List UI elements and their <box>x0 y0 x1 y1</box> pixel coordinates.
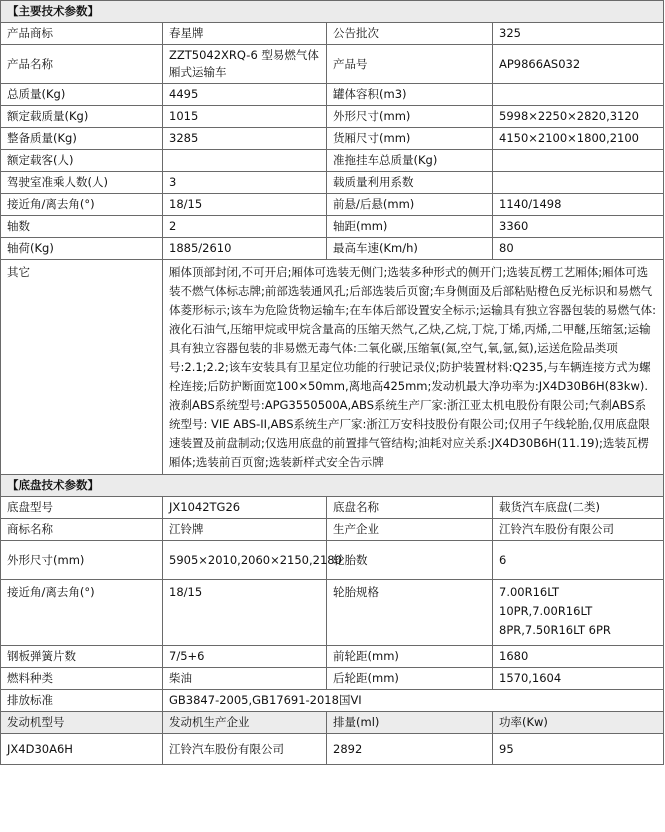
spec-label: 底盘名称 <box>327 497 493 519</box>
spec-value: GB3847-2005,GB17691-2018国VI <box>163 690 664 712</box>
spec-value: 1885/2610 <box>163 238 327 260</box>
spec-label: 产品商标 <box>1 23 163 45</box>
tire-spec-value <box>493 580 664 646</box>
spec-value: 2 <box>163 216 327 238</box>
spec-row <box>1 172 664 194</box>
spec-label: 最高车速(Km/h) <box>327 238 493 260</box>
spec-value <box>493 172 664 194</box>
spec-value <box>493 84 664 106</box>
spec-label: 外形尺寸(mm) <box>327 106 493 128</box>
chassis-row <box>1 541 664 580</box>
spec-value: 5998×2250×2820,3120 <box>493 106 664 128</box>
chassis-section-title: 【底盘技术参数】 <box>1 475 664 497</box>
spec-row <box>1 238 664 260</box>
spec-value: 6 <box>493 541 664 580</box>
spec-label: 总质量(Kg) <box>1 84 163 106</box>
spec-row <box>1 106 664 128</box>
spec-label: 轮胎数 <box>327 541 493 580</box>
spec-label: 轴数 <box>1 216 163 238</box>
spec-label: 公告批次 <box>327 23 493 45</box>
engine-header-cell: 功率(Kw) <box>493 712 664 734</box>
other-row <box>1 260 664 475</box>
engine-cell: 95 <box>493 734 664 765</box>
spec-value: JX1042TG26 <box>163 497 327 519</box>
engine-header-row <box>1 712 664 734</box>
spec-value: 1140/1498 <box>493 194 664 216</box>
spec-value: ZZT5042XRQ-6 型易燃气体厢式运输车 <box>163 45 327 84</box>
chassis-row <box>1 668 664 690</box>
spec-label: 生产企业 <box>327 519 493 541</box>
spec-label: 驾驶室准乘人数(人) <box>1 172 163 194</box>
engine-cell: 2892 <box>327 734 493 765</box>
spec-value: 1570,1604 <box>493 668 664 690</box>
spec-label: 后轮距(mm) <box>327 668 493 690</box>
spec-value: 4495 <box>163 84 327 106</box>
spec-label: 整备质量(Kg) <box>1 128 163 150</box>
spec-label: 货厢尺寸(mm) <box>327 128 493 150</box>
chassis-section-header <box>1 475 664 497</box>
engine-row <box>1 734 664 765</box>
spec-label: 罐体容积(m3) <box>327 84 493 106</box>
tire-row <box>1 580 664 646</box>
chassis-row <box>1 646 664 668</box>
chassis-row <box>1 519 664 541</box>
spec-value: 3285 <box>163 128 327 150</box>
spec-value <box>163 150 327 172</box>
engine-cell: JX4D30A6H <box>1 734 163 765</box>
spec-row <box>1 150 664 172</box>
spec-label: 接近角/离去角(°) <box>1 580 163 646</box>
main-section-title: 【主要技术参数】 <box>1 1 664 23</box>
spec-label: 排放标准 <box>1 690 163 712</box>
spec-row <box>1 45 664 84</box>
tire-spec-line: 7.00R16LT <box>499 585 560 599</box>
spec-value <box>493 150 664 172</box>
main-section-header <box>1 1 664 23</box>
spec-value: 载货汽车底盘(二类) <box>493 497 664 519</box>
spec-value: 18/15 <box>163 580 327 646</box>
spec-value: 1680 <box>493 646 664 668</box>
spec-label: 燃料种类 <box>1 668 163 690</box>
spec-label: 前轮距(mm) <box>327 646 493 668</box>
spec-label: 额定载质量(Kg) <box>1 106 163 128</box>
spec-label: 产品号 <box>327 45 493 84</box>
other-label: 其它 <box>1 260 163 475</box>
spec-label: 产品名称 <box>1 45 163 84</box>
spec-value: 1015 <box>163 106 327 128</box>
spec-label: 轴距(mm) <box>327 216 493 238</box>
spec-value: 3360 <box>493 216 664 238</box>
spec-value: 80 <box>493 238 664 260</box>
spec-label: 轮胎规格 <box>327 580 493 646</box>
spec-label: 准拖挂车总质量(Kg) <box>327 150 493 172</box>
spec-label: 商标名称 <box>1 519 163 541</box>
engine-cell: 江铃汽车股份有限公司 <box>163 734 327 765</box>
spec-label: 额定载客(人) <box>1 150 163 172</box>
spec-label: 前悬/后悬(mm) <box>327 194 493 216</box>
spec-row <box>1 23 664 45</box>
spec-value: 江铃牌 <box>163 519 327 541</box>
spec-value: AP9866AS032 <box>493 45 664 84</box>
spec-value: 325 <box>493 23 664 45</box>
spec-label: 钢板弹簧片数 <box>1 646 163 668</box>
spec-value: 5905×2010,2060×2150,2180 <box>163 541 327 580</box>
tire-spec-line: 10PR,7.00R16LT <box>499 604 593 618</box>
other-text: 厢体顶部封闭,不可开启;厢体可选装无侧门;选装多种形式的侧开门;选装瓦楞工艺厢体;厢体可选装不燃气体标志牌;前部选装通风孔;后部选装后页窗;车身侧面及后部粘贴橙色反光标识和易燃气体菱形标示;该车为危险货物运输车;在车体后部设置安全标示;运输具有独立容器包装的易燃气体:液化石油气,压缩甲烷或甲烷含量高的压缩天然气,乙炔,乙烷,丁烷,丁烯,丙烯,二甲醚,压缩氢;运输具有独立容器包装的非易燃无毒气体:二氧化碳,压缩氧(氮,空气,氧,氩,氦),运送危险品类项号:2.1;2.2;该车安装具有卫星定位功能的行驶记录仪;防护装置材料:Q235,与车辆连接方式为螺栓连接;后防护断面宽100×50mm,离地高425mm;发动机最大净功率为:JX4D30B6H(83kw).液刹ABS系统型号:APG3550500A,ABS系统生产厂家:浙江亚太机电股份有限公司;气刹ABS系统型号: VIE ABS-II,ABS系统生产厂家:浙江万安科技股份有限公司;仅用子午线轮胎,仅用底盘限速装置及前盘制动;仅选用底盘的前置排气管结构;油耗对应关系:JX4D30B6H(11.19);选装瓦楞厢体;选装前百页窗;选装新样式安全告示牌 <box>163 260 664 475</box>
spec-row <box>1 128 664 150</box>
spec-row <box>1 84 664 106</box>
emission-row <box>1 690 664 712</box>
engine-header-cell: 排量(ml) <box>327 712 493 734</box>
spec-row <box>1 194 664 216</box>
spec-label: 轴荷(Kg) <box>1 238 163 260</box>
spec-value: 18/15 <box>163 194 327 216</box>
spec-value: 春星牌 <box>163 23 327 45</box>
spec-value: 3 <box>163 172 327 194</box>
tire-spec-line: 8PR,7.50R16LT 6PR <box>499 623 611 637</box>
spec-label: 载质量利用系数 <box>327 172 493 194</box>
spec-value: 4150×2100×1800,2100 <box>493 128 664 150</box>
spec-value: 江铃汽车股份有限公司 <box>493 519 664 541</box>
spec-value: 柴油 <box>163 668 327 690</box>
spec-label: 底盘型号 <box>1 497 163 519</box>
engine-header-cell: 发动机型号 <box>1 712 163 734</box>
spec-row <box>1 216 664 238</box>
spec-label: 外形尺寸(mm) <box>1 541 163 580</box>
spec-label: 接近角/离去角(°) <box>1 194 163 216</box>
chassis-row <box>1 497 664 519</box>
spec-value: 7/5+6 <box>163 646 327 668</box>
engine-header-cell: 发动机生产企业 <box>163 712 327 734</box>
